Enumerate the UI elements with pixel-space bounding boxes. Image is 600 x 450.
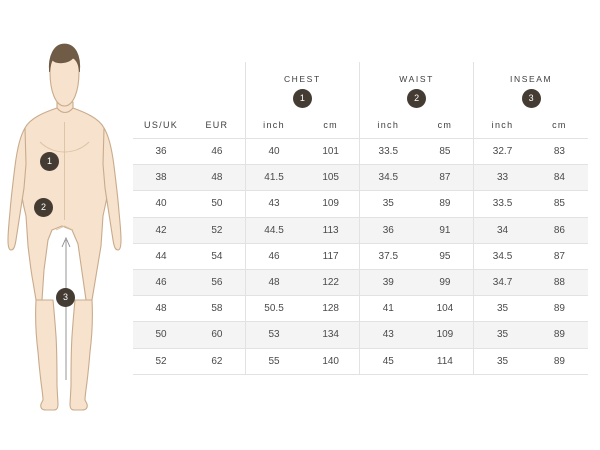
cell-chest-cm: 105 — [302, 165, 359, 191]
cell-inseam-cm: 83 — [531, 139, 588, 165]
header-us-uk: US/UK — [144, 120, 179, 130]
table-row — [133, 243, 588, 269]
cell-waist-inch: 41 — [359, 296, 416, 322]
cell-inseam-inch: 32.7 — [474, 139, 531, 165]
cell-waist-cm: 87 — [417, 165, 474, 191]
cell-chest-inch: 40 — [245, 139, 302, 165]
badge-inseam-cell — [474, 84, 588, 112]
group-header-inseam: INSEAM — [474, 62, 588, 84]
cell-inseam-inch: 35 — [474, 296, 531, 322]
badge-chest: 1 — [293, 89, 312, 108]
badge-waist-cell — [359, 84, 473, 112]
cell-us-uk: 42 — [133, 217, 189, 243]
cell-waist-cm: 91 — [417, 217, 474, 243]
cell-us-uk: 50 — [133, 322, 189, 348]
header-chest-cm: cm — [323, 120, 338, 130]
cell-us-uk: 48 — [133, 296, 189, 322]
cell-us-uk: 44 — [133, 243, 189, 269]
size-table — [133, 62, 588, 375]
cell-waist-cm: 89 — [417, 191, 474, 217]
size-table-container — [133, 62, 588, 375]
cell-inseam-inch: 35 — [474, 348, 531, 374]
header-inseam-cm: cm — [552, 120, 567, 130]
cell-waist-inch: 37.5 — [359, 243, 416, 269]
cell-waist-inch: 35 — [359, 191, 416, 217]
inseam-marker: 3 — [56, 288, 75, 307]
cell-waist-cm: 95 — [417, 243, 474, 269]
cell-us-uk: 40 — [133, 191, 189, 217]
cell-waist-cm: 85 — [417, 139, 474, 165]
cell-waist-cm: 104 — [417, 296, 474, 322]
cell-chest-cm: 122 — [302, 269, 359, 295]
cell-chest-inch: 55 — [245, 348, 302, 374]
cell-waist-inch: 33.5 — [359, 139, 416, 165]
table-row — [133, 191, 588, 217]
cell-inseam-cm: 87 — [531, 243, 588, 269]
chest-marker: 1 — [40, 152, 59, 171]
cell-eur: 60 — [189, 322, 245, 348]
group-header-chest: CHEST — [245, 62, 359, 84]
table-row — [133, 296, 588, 322]
body-figure — [0, 0, 130, 450]
cell-chest-inch: 41.5 — [245, 165, 302, 191]
cell-waist-cm: 109 — [417, 322, 474, 348]
cell-eur: 48 — [189, 165, 245, 191]
cell-inseam-inch: 34.5 — [474, 243, 531, 269]
group-badge-row — [133, 84, 588, 112]
group-header-blank — [133, 62, 245, 84]
cell-waist-inch: 39 — [359, 269, 416, 295]
table-row — [133, 348, 588, 374]
cell-chest-inch: 43 — [245, 191, 302, 217]
cell-eur: 56 — [189, 269, 245, 295]
cell-chest-cm: 117 — [302, 243, 359, 269]
cell-chest-inch: 53 — [245, 322, 302, 348]
cell-inseam-inch: 33 — [474, 165, 531, 191]
cell-chest-inch: 44.5 — [245, 217, 302, 243]
cell-chest-cm: 101 — [302, 139, 359, 165]
column-header-row — [133, 112, 588, 139]
body-figure-svg — [0, 0, 130, 450]
cell-chest-cm: 128 — [302, 296, 359, 322]
cell-chest-cm: 134 — [302, 322, 359, 348]
table-row — [133, 269, 588, 295]
cell-us-uk: 46 — [133, 269, 189, 295]
badge-waist: 2 — [407, 89, 426, 108]
badge-chest-cell — [245, 84, 359, 112]
badge-blank — [133, 84, 245, 112]
table-row — [133, 139, 588, 165]
inseam-arrow — [62, 238, 70, 380]
header-eur: EUR — [205, 120, 229, 130]
cell-chest-inch: 46 — [245, 243, 302, 269]
cell-eur: 52 — [189, 217, 245, 243]
cell-waist-inch: 36 — [359, 217, 416, 243]
waist-marker: 2 — [34, 198, 53, 217]
cell-us-uk: 36 — [133, 139, 189, 165]
cell-inseam-inch: 35 — [474, 322, 531, 348]
cell-eur: 54 — [189, 243, 245, 269]
badge-inseam: 3 — [522, 89, 541, 108]
cell-waist-inch: 45 — [359, 348, 416, 374]
header-chest-inch: inch — [245, 112, 302, 139]
cell-waist-inch: 34.5 — [359, 165, 416, 191]
cell-inseam-cm: 84 — [531, 165, 588, 191]
group-header-waist: WAIST — [359, 62, 473, 84]
cell-eur: 50 — [189, 191, 245, 217]
table-row — [133, 322, 588, 348]
cell-chest-inch: 48 — [245, 269, 302, 295]
cell-inseam-cm: 89 — [531, 322, 588, 348]
cell-chest-cm: 109 — [302, 191, 359, 217]
header-inseam-inch: inch — [474, 112, 531, 139]
cell-inseam-inch: 33.5 — [474, 191, 531, 217]
table-row — [133, 217, 588, 243]
header-waist-cm: cm — [437, 120, 453, 130]
cell-waist-inch: 43 — [359, 322, 416, 348]
cell-eur: 62 — [189, 348, 245, 374]
cell-chest-cm: 140 — [302, 348, 359, 374]
cell-chest-inch: 50.5 — [245, 296, 302, 322]
cell-inseam-cm: 89 — [531, 296, 588, 322]
cell-inseam-cm: 88 — [531, 269, 588, 295]
cell-inseam-cm: 86 — [531, 217, 588, 243]
cell-waist-cm: 114 — [417, 348, 474, 374]
cell-inseam-inch: 34.7 — [474, 269, 531, 295]
cell-chest-cm: 113 — [302, 217, 359, 243]
cell-inseam-inch: 34 — [474, 217, 531, 243]
group-header-row — [133, 62, 588, 84]
cell-inseam-cm: 89 — [531, 348, 588, 374]
cell-us-uk: 52 — [133, 348, 189, 374]
cell-us-uk: 38 — [133, 165, 189, 191]
table-row — [133, 165, 588, 191]
header-waist-inch: inch — [359, 112, 416, 139]
cell-inseam-cm: 85 — [531, 191, 588, 217]
cell-eur: 58 — [189, 296, 245, 322]
cell-eur: 46 — [189, 139, 245, 165]
cell-waist-cm: 99 — [417, 269, 474, 295]
